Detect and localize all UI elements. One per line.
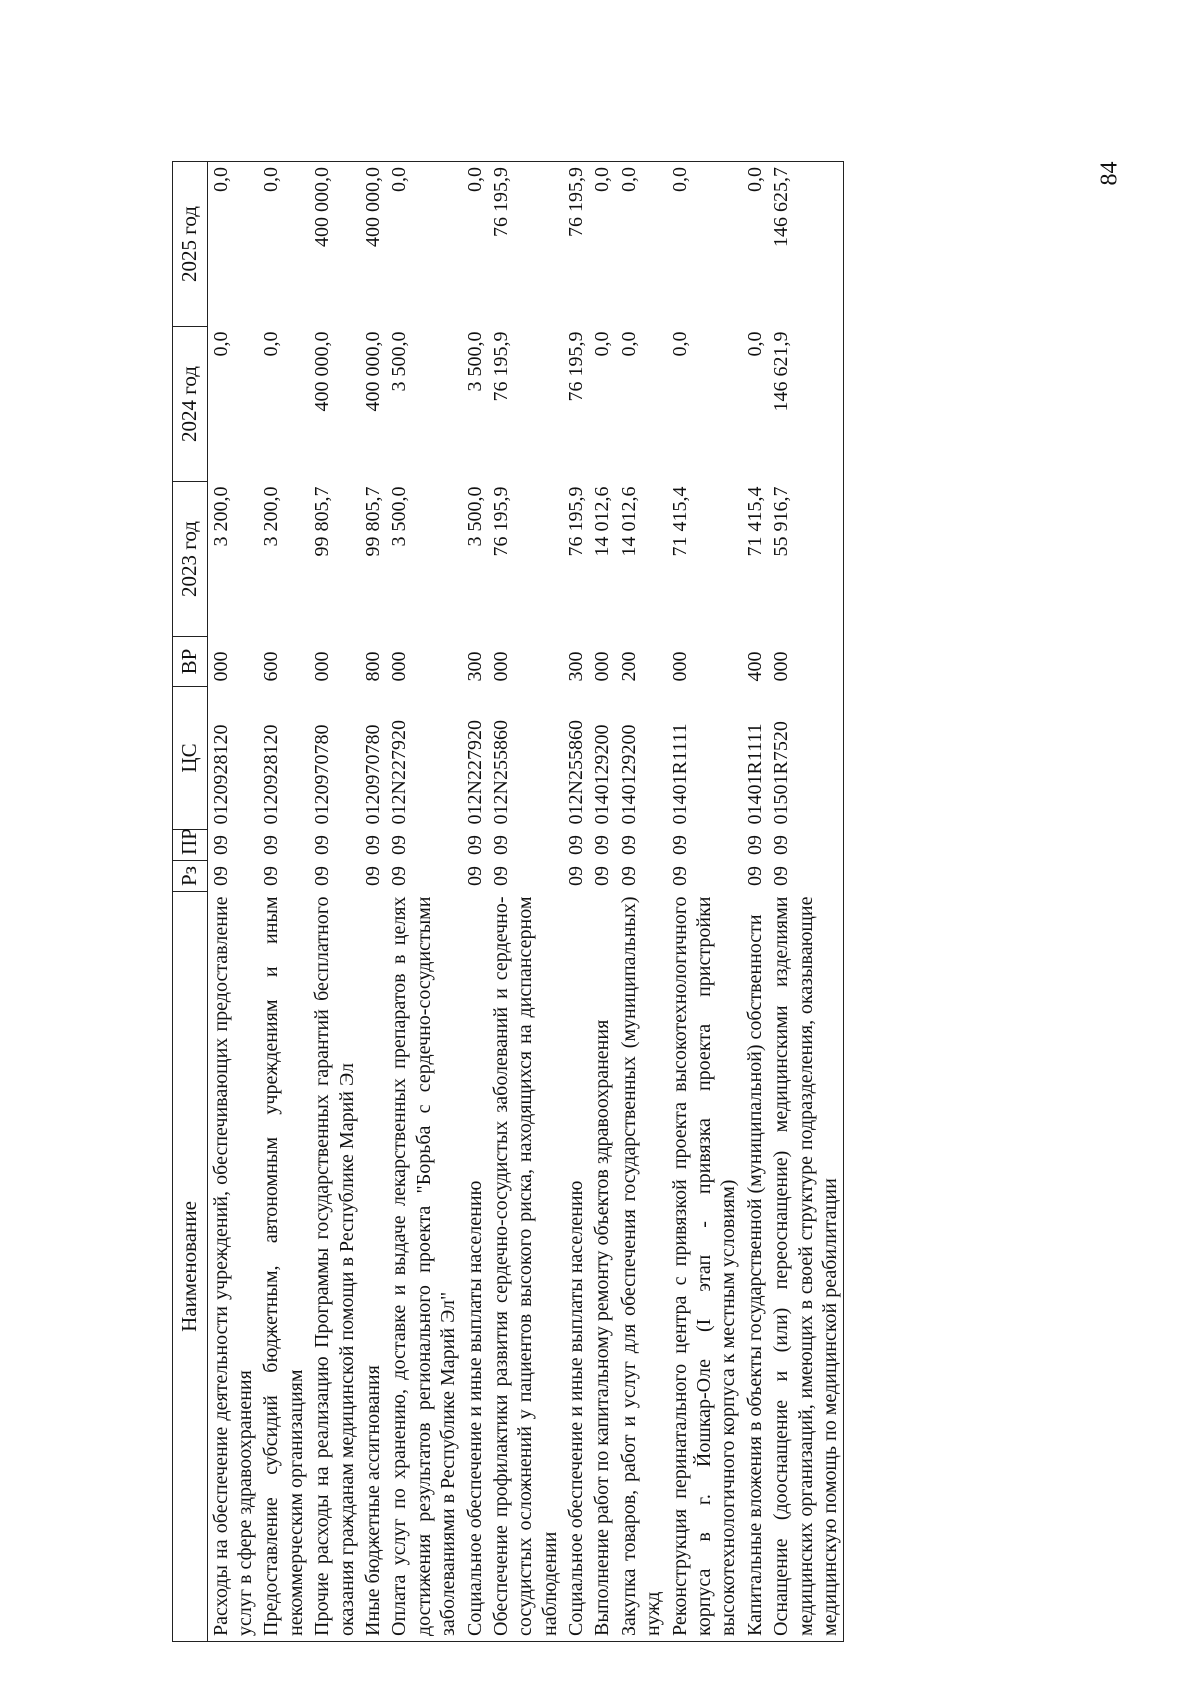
cell-name: Капитальные вложения в объекты государственной (муниципальной) собственности	[742, 892, 768, 1642]
cell-2024: 0,0	[743, 331, 766, 357]
cell-cs: 012N227920	[388, 720, 411, 825]
cell-2023: 99 805,7	[361, 486, 384, 557]
cell-rz: 09	[361, 866, 384, 886]
cell-2025: 76 195,9	[563, 162, 589, 327]
cell-name: Выполнение работ по капитальному ремонту объектов здравоохранения	[589, 892, 615, 1642]
cell-rz: 09	[591, 866, 614, 886]
cell-2025: 0,0	[616, 162, 667, 327]
cell-2023: 3 200,0	[260, 486, 283, 547]
cell-2025: 76 195,9	[488, 162, 563, 327]
cell-vr: 000	[591, 651, 614, 682]
cell-cs: 012N255860	[489, 720, 512, 825]
cell-2023: 99 805,7	[311, 486, 334, 557]
cell-name: Реконструкция перинатального центра с привязкой проекта высокотехнологичного корпуса в г. Йошкар-Оле (I этап - привязка проекта пристройки высокотехнологичного корпуса к местным условиям)	[667, 892, 742, 1642]
cell-2024: 0,0	[668, 331, 691, 357]
cell-2025: 0,0	[386, 162, 461, 327]
cell-vr: 000	[209, 651, 232, 682]
cell-2025: 0,0	[589, 162, 615, 327]
cell-rz: 09	[388, 866, 411, 886]
cell-2023: 71 415,4	[743, 486, 766, 557]
table-row	[667, 162, 742, 1642]
page-number: 84	[1096, 161, 1123, 186]
cell-rz: 09	[668, 866, 691, 886]
cell-name: Предоставление субсидий бюджетным, автономным учреждениям и иным некоммерческим организациям	[258, 892, 309, 1642]
cell-cs: 012N255860	[565, 720, 588, 825]
table-row	[258, 162, 309, 1642]
cell-2023: 71 415,4	[668, 486, 691, 557]
table-row	[207, 162, 258, 1642]
cell-name: Закупка товаров, работ и услуг для обеспечения государственных (муниципальных) нужд	[616, 892, 667, 1642]
cell-rz: 09	[743, 866, 766, 886]
cell-2025: 0,0	[258, 162, 309, 327]
cell-cs: 012N227920	[463, 720, 486, 825]
table-row	[488, 162, 563, 1642]
header-cs: ЦС	[173, 687, 208, 830]
cell-vr: 000	[311, 651, 334, 682]
cell-2024: 0,0	[617, 331, 640, 357]
cell-2024: 0,0	[591, 331, 614, 357]
cell-cs: 01501R7520	[768, 687, 844, 830]
table-row	[360, 162, 386, 1642]
header-2023: 2023 год	[173, 482, 208, 637]
cell-2023: 14 012,6	[617, 486, 640, 557]
table-row	[386, 162, 461, 1642]
cell-cs: 0120928120	[260, 724, 283, 825]
cell-vr: 000	[388, 651, 411, 682]
cell-2025: 146 625,7	[768, 162, 844, 327]
cell-vr: 300	[463, 651, 486, 682]
cell-vr: 000	[768, 637, 844, 687]
cell-cs: 01401R1111	[668, 723, 691, 825]
budget-table	[172, 161, 844, 1642]
header-vr: ВР	[173, 637, 208, 687]
cell-pr: 09	[209, 835, 232, 855]
cell-2023: 14 012,6	[591, 486, 614, 557]
cell-rz: 09	[260, 866, 283, 886]
cell-vr: 000	[668, 651, 691, 682]
cell-cs: 0120928120	[209, 724, 232, 825]
cell-vr: 300	[565, 651, 588, 682]
table-row	[742, 162, 768, 1642]
cell-cs: 0120970780	[311, 724, 334, 825]
cell-2024: 3 500,0	[388, 331, 411, 392]
header-name: Наименование	[173, 892, 208, 1642]
table-header-row	[173, 162, 208, 1642]
cell-rz: 09	[617, 866, 640, 886]
table-row	[616, 162, 667, 1642]
header-2025: 2025 год	[173, 162, 208, 327]
cell-name: Социальное обеспечение и иные выплаты населению	[462, 892, 488, 1642]
header-pr: ПР	[173, 830, 208, 861]
cell-name: Расходы на обеспечение деятельности учреждений, обеспечивающих предоставление услуг в сфере здравоохранения	[207, 892, 258, 1642]
table-row	[462, 162, 488, 1642]
cell-rz: 09	[768, 861, 844, 892]
cell-2024: 0,0	[260, 331, 283, 357]
cell-2025: 0,0	[742, 162, 768, 327]
cell-name: Иные бюджетные ассигнования	[360, 892, 386, 1642]
cell-2023: 3 500,0	[388, 486, 411, 547]
cell-2024: 146 621,9	[768, 327, 844, 482]
cell-2024: 400 000,0	[361, 331, 384, 412]
cell-pr: 09	[591, 835, 614, 855]
cell-2025: 400 000,0	[360, 162, 386, 327]
cell-pr: 09	[743, 835, 766, 855]
cell-2023: 3 500,0	[463, 486, 486, 547]
cell-rz: 09	[565, 866, 588, 886]
cell-pr: 09	[489, 835, 512, 855]
cell-cs: 01401R1111	[743, 723, 766, 825]
cell-pr: 09	[388, 835, 411, 855]
cell-2024: 76 195,9	[489, 331, 512, 402]
cell-pr: 09	[617, 835, 640, 855]
cell-2025: 400 000,0	[309, 162, 360, 327]
cell-2023: 76 195,9	[565, 486, 588, 557]
cell-cs: 0120970780	[361, 724, 384, 825]
cell-rz: 09	[311, 866, 334, 886]
cell-vr: 200	[617, 651, 640, 682]
cell-2023: 3 200,0	[209, 486, 232, 547]
cell-pr: 09	[361, 835, 384, 855]
table-row	[589, 162, 615, 1642]
cell-name: Оплата услуг по хранению, доставке и выдаче лекарственных препаратов в целях достижения результатов регионального проекта "Борьба с сердечно-сосудистыми заболеваниями в Республике Марий Эл"	[386, 892, 461, 1642]
cell-vr: 600	[260, 651, 283, 682]
cell-rz: 09	[489, 866, 512, 886]
cell-name: Прочие расходы на реализацию Программы государственных гарантий бесплатного оказания гражданам медицинской помощи в Республике Марий Эл	[309, 892, 360, 1642]
cell-pr: 09	[768, 830, 844, 861]
cell-rz: 09	[209, 866, 232, 886]
cell-2024: 0,0	[209, 331, 232, 357]
cell-vr: 400	[743, 651, 766, 682]
cell-pr: 09	[668, 835, 691, 855]
cell-2024: 3 500,0	[463, 331, 486, 392]
cell-vr: 800	[361, 651, 384, 682]
header-2024: 2024 год	[173, 327, 208, 482]
cell-pr: 09	[463, 835, 486, 855]
cell-2024: 400 000,0	[311, 331, 334, 412]
header-rz: Рз	[173, 861, 208, 892]
cell-name: Обеспечение профилактики развития сердечно-сосудистых заболеваний и сердечно-сосудистых осложнений у пациентов высокого риска, находящихся на диспансерном наблюдении	[488, 892, 563, 1642]
rotated-page-content	[172, 162, 1072, 1642]
table-body	[207, 162, 844, 1642]
cell-name: Социальное обеспечение и иные выплаты населению	[563, 892, 589, 1642]
table-row	[309, 162, 360, 1642]
cell-2025: 0,0	[667, 162, 742, 327]
cell-cs: 0140129200	[617, 724, 640, 825]
cell-pr: 09	[260, 835, 283, 855]
cell-cs: 0140129200	[591, 724, 614, 825]
cell-2023: 55 916,7	[768, 482, 844, 637]
cell-2025: 0,0	[207, 162, 258, 327]
cell-2023: 76 195,9	[489, 486, 512, 557]
cell-2025: 0,0	[462, 162, 488, 327]
cell-2024: 76 195,9	[565, 331, 588, 402]
table-row	[563, 162, 589, 1642]
table-row	[768, 162, 844, 1642]
cell-rz: 09	[463, 866, 486, 886]
cell-name: Оснащение (дооснащение и (или) переоснащение) медицинскими изделиями медицинских организаций, имеющих в своей структуре подразделения, оказывающие медицинскую помощь по медицинской реабилитации	[768, 892, 844, 1642]
cell-pr: 09	[565, 835, 588, 855]
cell-vr: 000	[489, 651, 512, 682]
cell-pr: 09	[311, 835, 334, 855]
